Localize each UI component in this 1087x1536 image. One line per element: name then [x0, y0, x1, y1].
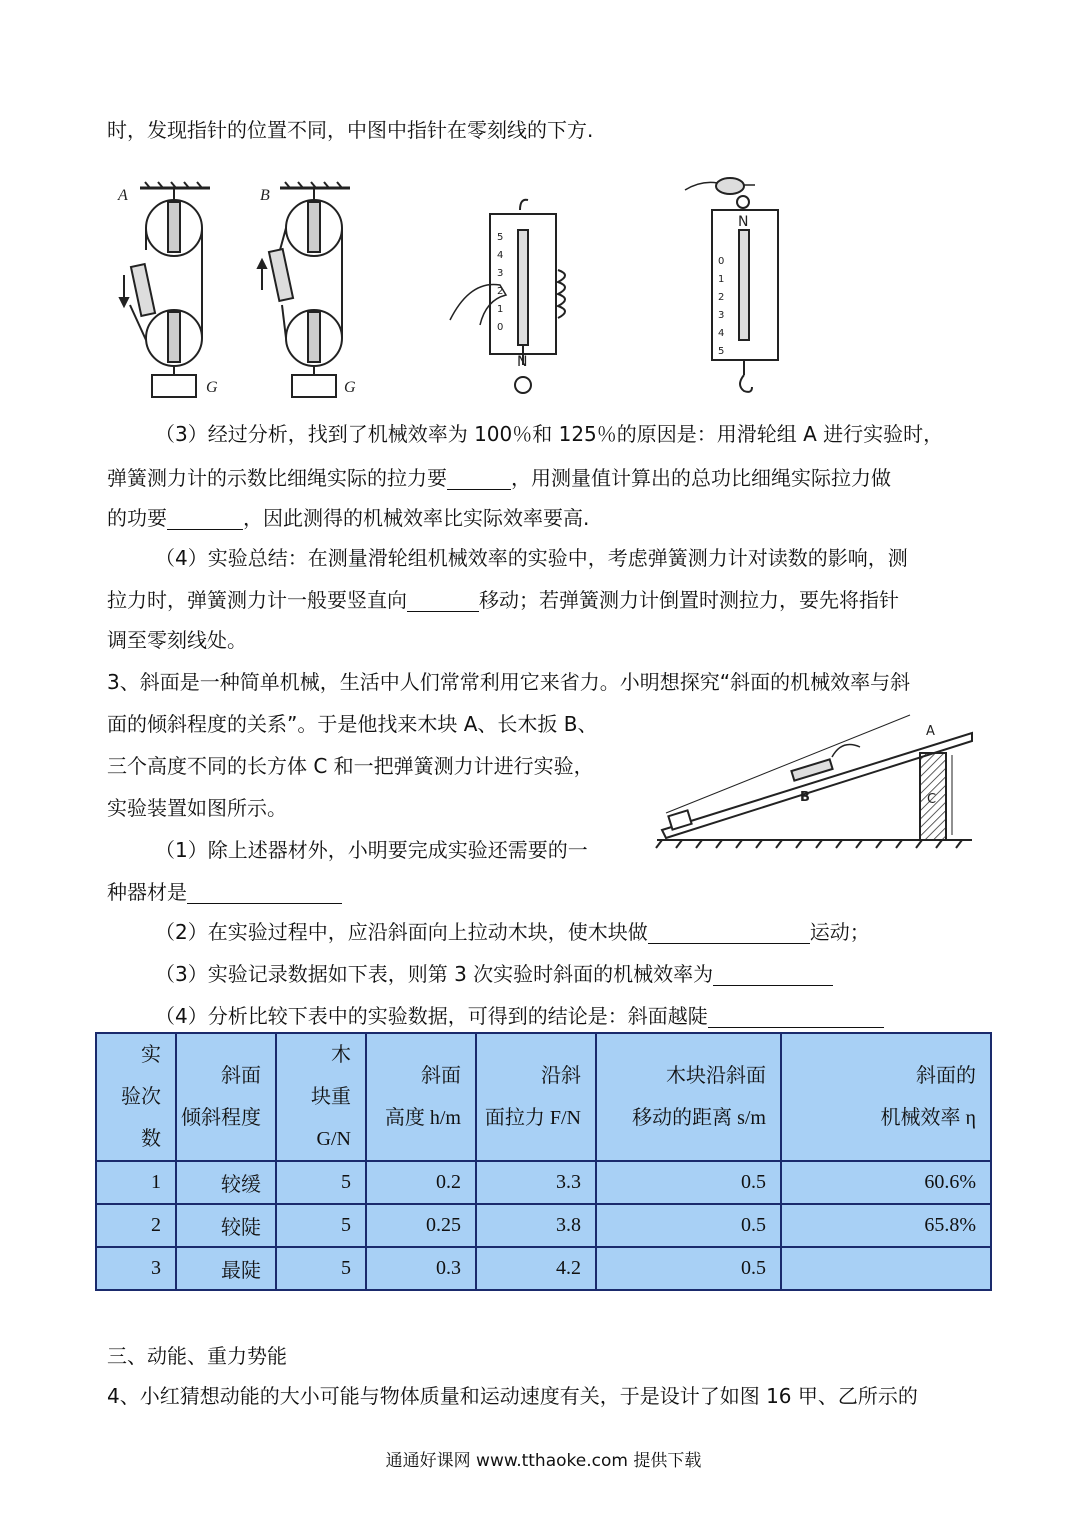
sub1-line-a: （1）除上述器材外，小明要完成实验还需要的一 — [155, 838, 588, 862]
q3-line-a: （3）经过分析，找到了机械效率为 100％和 125％的原因是：用滑轮组 A 进行实验时， — [155, 422, 944, 446]
svg-text:4: 4 — [497, 250, 504, 261]
cell: 0.25 — [366, 1204, 476, 1247]
svg-text:0: 0 — [497, 322, 504, 333]
incline-figure — [652, 705, 982, 855]
svg-text:2: 2 — [497, 286, 504, 297]
sub3-text: （3）实验记录数据如下表，则第 3 次实验时斜面的机械效率为 — [155, 962, 714, 986]
cell: 较陡 — [176, 1204, 276, 1247]
incline-board-b-label: B — [800, 790, 810, 805]
svg-text:3: 3 — [718, 310, 725, 321]
spring-scale-upright — [685, 178, 778, 392]
header-trial: 实 验次 数 — [96, 1033, 176, 1161]
cell: 0.5 — [596, 1204, 781, 1247]
sub4-text: （4）分析比较下表中的实验数据，可得到的结论是：斜面越陡 — [155, 1004, 708, 1028]
spring-scale-inverted — [450, 200, 565, 393]
header-weight: 木 块重 G/N — [276, 1033, 366, 1161]
header-distance: 木块沿斜面 移动的距离 s/m — [596, 1033, 781, 1161]
problem3-line-c: 三个高度不同的长方体 C 和一把弹簧测力计进行实验， — [107, 754, 594, 778]
cell: 5 — [276, 1247, 366, 1290]
pulley-b-label: B — [260, 187, 270, 204]
sub2-text-a: （2）在实验过程中，应沿斜面向上拉动木块，使木块做 — [155, 920, 648, 944]
pulley-system-b — [258, 182, 350, 397]
incline-block-c-label: C — [927, 792, 937, 807]
header-slope: 斜面 倾斜程度 — [176, 1033, 276, 1161]
incline-data-table — [95, 1032, 992, 1291]
svg-text:5: 5 — [497, 232, 504, 243]
svg-text:1: 1 — [497, 304, 504, 315]
svg-text:4: 4 — [718, 328, 725, 339]
problem4-line: 4、小红猜想动能的大小可能与物体质量和运动速度有关，于是设计了如图 16 甲、乙所示的 — [107, 1384, 918, 1408]
q4-line-c: 调至零刻线处。 — [107, 628, 247, 652]
table-row — [96, 1204, 991, 1247]
header-height: 斜面 高度 h/m — [366, 1033, 476, 1161]
footer-credit: 通通好课网 www.tthaoke.com 提供下载 — [385, 1451, 702, 1471]
sub3-line — [155, 962, 833, 986]
svg-text:0: 0 — [718, 256, 725, 267]
cell: 较缓 — [176, 1161, 276, 1204]
problem3-line-d: 实验装置如图所示。 — [107, 796, 287, 820]
scale-mid-n-label: N — [517, 354, 528, 370]
table-header-row — [96, 1033, 991, 1161]
pulley-and-scale-figure — [110, 170, 810, 400]
q3-line-c — [107, 506, 589, 530]
q4-line-b — [107, 588, 899, 612]
header-force: 沿斜 面拉力 F/N — [476, 1033, 596, 1161]
cell: 0.3 — [366, 1247, 476, 1290]
svg-text:2: 2 — [718, 292, 725, 303]
cell: 3.8 — [476, 1204, 596, 1247]
sub4-line — [155, 1004, 884, 1028]
answer-blank-q3-1[interactable] — [447, 469, 511, 490]
cell: 3.3 — [476, 1161, 596, 1204]
pulley-a-label: A — [118, 187, 128, 204]
sub1-text-b: 种器材是 — [107, 880, 187, 904]
pulley-b-weight-label: G — [344, 379, 356, 396]
table-row — [96, 1161, 991, 1204]
cell: 0.2 — [366, 1161, 476, 1204]
q3-line-b — [107, 466, 891, 490]
cell: 最陡 — [176, 1247, 276, 1290]
sub2-text-b: 运动； — [809, 920, 870, 944]
q3-text-b2: ，用测量值计算出的总功比细绳实际拉力做 — [511, 466, 891, 490]
cell: 1 — [96, 1161, 176, 1204]
svg-text:5: 5 — [718, 346, 725, 357]
answer-blank-sub2[interactable] — [648, 923, 810, 944]
sub1-line-b — [107, 880, 342, 904]
answer-blank-q3-2[interactable] — [167, 509, 243, 530]
svg-text:3: 3 — [497, 268, 504, 279]
cell: 0.5 — [596, 1247, 781, 1290]
sub2-line — [155, 920, 870, 944]
cell: 65.8% — [781, 1204, 991, 1247]
cell: 4.2 — [476, 1247, 596, 1290]
problem3-line-a: 3、斜面是一种简单机械，生活中人们常常利用它来省力。小明想探究“斜面的机械效率与斜 — [107, 670, 911, 694]
q4-line-a: （4）实验总结：在测量滑轮组机械效率的实验中，考虑弹簧测力计对读数的影响，测 — [155, 546, 908, 570]
cell: 5 — [276, 1161, 366, 1204]
cell: 60.6% — [781, 1161, 991, 1204]
incline-block-a-label: A — [926, 724, 935, 739]
answer-blank-sub3[interactable] — [713, 965, 833, 986]
cell: 3 — [96, 1247, 176, 1290]
q3-text-c1: 的功要 — [107, 506, 167, 530]
svg-text:1: 1 — [718, 274, 725, 285]
cell: 2 — [96, 1204, 176, 1247]
pulley-system-a — [120, 182, 210, 397]
problem3-line-b: 面的倾斜程度的关系”。于是他找来木块 A、长木扳 B、 — [107, 712, 598, 736]
cell: 0.5 — [596, 1161, 781, 1204]
answer-blank-sub4[interactable] — [708, 1007, 884, 1028]
section-heading-energy: 三、动能、重力势能 — [107, 1344, 287, 1368]
pulley-a-weight-label: G — [206, 379, 218, 396]
header-efficiency: 斜面的 机械效率 η — [781, 1033, 991, 1161]
cell-efficiency-blank[interactable] — [781, 1247, 991, 1290]
q3-text-b1: 弹簧测力计的示数比细绳实际的拉力要 — [107, 466, 447, 490]
answer-blank-sub1[interactable] — [187, 883, 342, 904]
cell: 5 — [276, 1204, 366, 1247]
table-row — [96, 1247, 991, 1290]
text-line-1: 时，发现指针的位置不同，中图中指针在零刻线的下方. — [107, 118, 594, 142]
q3-text-c2: ，因此测得的机械效率比实际效率要高. — [243, 506, 590, 530]
answer-blank-q4[interactable] — [407, 591, 479, 612]
scale-right-n-label: N — [738, 214, 749, 230]
q4-text-b1: 拉力时，弹簧测力计一般要竖直向 — [107, 588, 407, 612]
q4-text-b2: 移动；若弹簧测力计倒置时测拉力，要先将指针 — [479, 588, 899, 612]
